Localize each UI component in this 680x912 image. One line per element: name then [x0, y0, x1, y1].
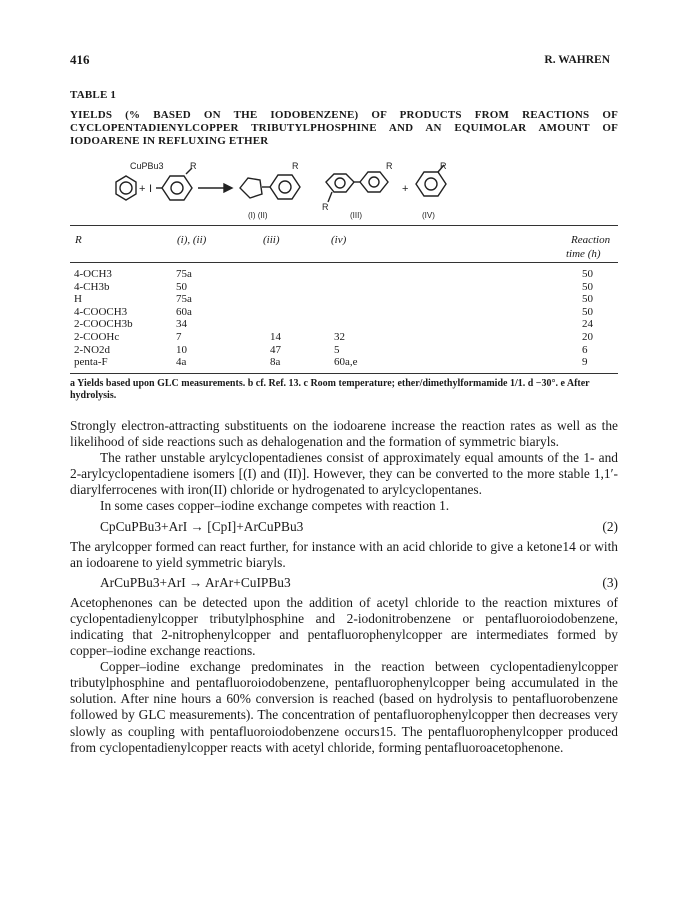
table-cell: 50 [582, 293, 593, 306]
table-cell: 5 [334, 343, 340, 356]
table-cell: 75a [176, 268, 192, 280]
svg-text:R: R [322, 202, 329, 212]
paragraph: Copper–iodine exchange predominates in the reaction between cyclopentadienylcopper tributylphosphine and pentafluoroiodobenzene, pentafluorophenylcopper being accumulated in the solution. After nine hours a 60% conversion is reached (based on hydrolysis to pentafluorobenzene followed by GLC measurements). The concentration of pentafluorophenylcopper then decreases very slowly as coupling with pentafluoroiodobenzene occurs15. The pentafluorophenylcopper produced from cyclopentadienylcopper reacts with acetyl chloride, forming pentafluoroacetophenone. [70, 659, 618, 755]
col-header: (iii) [263, 234, 280, 246]
paragraph: In some cases copper–iodine exchange competes with reaction 1. [100, 498, 450, 514]
svg-text:I: I [149, 183, 153, 195]
table-cell: 60a,e [334, 356, 358, 369]
equation-number: (3) [602, 574, 618, 590]
table-cell: 14 [270, 331, 281, 343]
table-cell: 4-CH3b [74, 280, 110, 293]
table-cell: 50 [582, 280, 593, 293]
reagent-label: CuPBu3 [130, 161, 164, 171]
paragraph: The rather unstable arylcyclopentadienes consist of approximately equal amounts of the 1- and 2-arylcyclopentadiene isomers [(I) and (II)]. However, they can be converted to the more stable 1,1′-diarylferrocenes with iron(II) chloride or hydrogenated to arylcyclopentanes. [70, 450, 618, 498]
table-cell: 4-OCH3 [74, 268, 112, 280]
table-header-rule [70, 262, 618, 263]
table-cell: 32 [334, 331, 345, 343]
table-cell: 2-NO2d [74, 343, 111, 356]
table-cell: 34 [176, 318, 187, 331]
col-header: R [75, 234, 82, 246]
table-cell: 2-COOHc [74, 331, 120, 343]
page-number: 416 [70, 52, 90, 67]
table-cell: 50 [582, 305, 593, 318]
equation-body: CpCuPBu3+ArI → [CpI]+ArCuPBu3 [100, 518, 304, 534]
col-header: time (h) [566, 248, 601, 260]
col-header: (iv) [331, 234, 347, 246]
table-cell: 7 [176, 331, 182, 343]
table-cell: H [74, 293, 82, 306]
running-author: R. WAHREN [544, 54, 610, 66]
label-iii: (III) [350, 211, 362, 220]
table-cell: 4a [176, 356, 187, 369]
equation-2 [70, 517, 618, 539]
label-i-ii: (I) (II) [248, 211, 268, 220]
paragraph: The arylcopper formed can react further, for instance with an acid chloride to give a ketone14 or with an iodoarene to yield symmetric biaryls. [70, 538, 618, 570]
table-bottom-rule [70, 373, 618, 374]
table-cell: 10 [176, 343, 187, 356]
table-caption: YIELDS (% BASED ON THE IODOBENZENE) OF PRODUCTS FROM REACTIONS OF CYCLOPENTADIENYLCOPPER TRIBUTYLPHOSPHINE AND AN EQUIMOLAR AMOUNT OF IODOARENE IN REFLUXING ETHER [70, 109, 618, 147]
col-header: (i), (ii) [177, 234, 207, 246]
table-cell: 50 [582, 268, 593, 280]
equation-number: (2) [602, 518, 618, 534]
table-cell: 2-COOCH3b [74, 318, 133, 331]
table-cell: 24 [582, 318, 593, 331]
table-cell: 75a [176, 293, 192, 306]
svg-text:R: R [440, 161, 447, 171]
svg-text:R: R [190, 161, 197, 171]
svg-text:R: R [292, 161, 299, 171]
paragraph: Strongly electron-attracting substituents on the iodoarene increase the reaction rates as well as the likelihood of side reactions such as dehalogenation and the formation of symmetric biaryls. [70, 418, 618, 450]
table-cell: 6 [582, 343, 588, 356]
table-cell: 47 [270, 343, 281, 356]
svg-text:R: R [386, 161, 393, 171]
svg-text:+: + [139, 183, 146, 195]
svg-text:+: + [402, 183, 409, 195]
table-cell: 60a [176, 305, 192, 318]
table-cell: 50 [176, 280, 187, 293]
table-cell: penta-F [74, 356, 108, 369]
label-iv: (IV) [422, 211, 435, 220]
table-cell: 8a [270, 356, 281, 369]
equation-3 [70, 573, 618, 595]
table-footnotes: a Yields based upon GLC measurements. b cf. Ref. 13. c Room temperature; ether/dimethylformamide 1/1. d −30°. e After hydrolysis. [70, 378, 590, 401]
table-label: TABLE 1 [70, 89, 117, 101]
table-cell: 20 [582, 331, 593, 343]
body-text [70, 418, 618, 756]
col-header: Reaction [571, 234, 611, 246]
paragraph: Acetophenones can be detected upon the addition of acetyl chloride to the reaction mixtures of cyclopentadienylcopper tributylphosphine and 2-iodonitrobenzene or pentafluoroiodobenzene, indicating that 2-nitrophenylcopper and pentafluorophenylcopper are intermediates formed by copper–iodine exchange reactions. [70, 594, 618, 659]
table-cell: 9 [582, 356, 588, 369]
equation-body: ArCuPBu3+ArI → ArAr+CuIPBu3 [100, 574, 291, 590]
table-cell: 4-COOCH3 [74, 305, 128, 318]
